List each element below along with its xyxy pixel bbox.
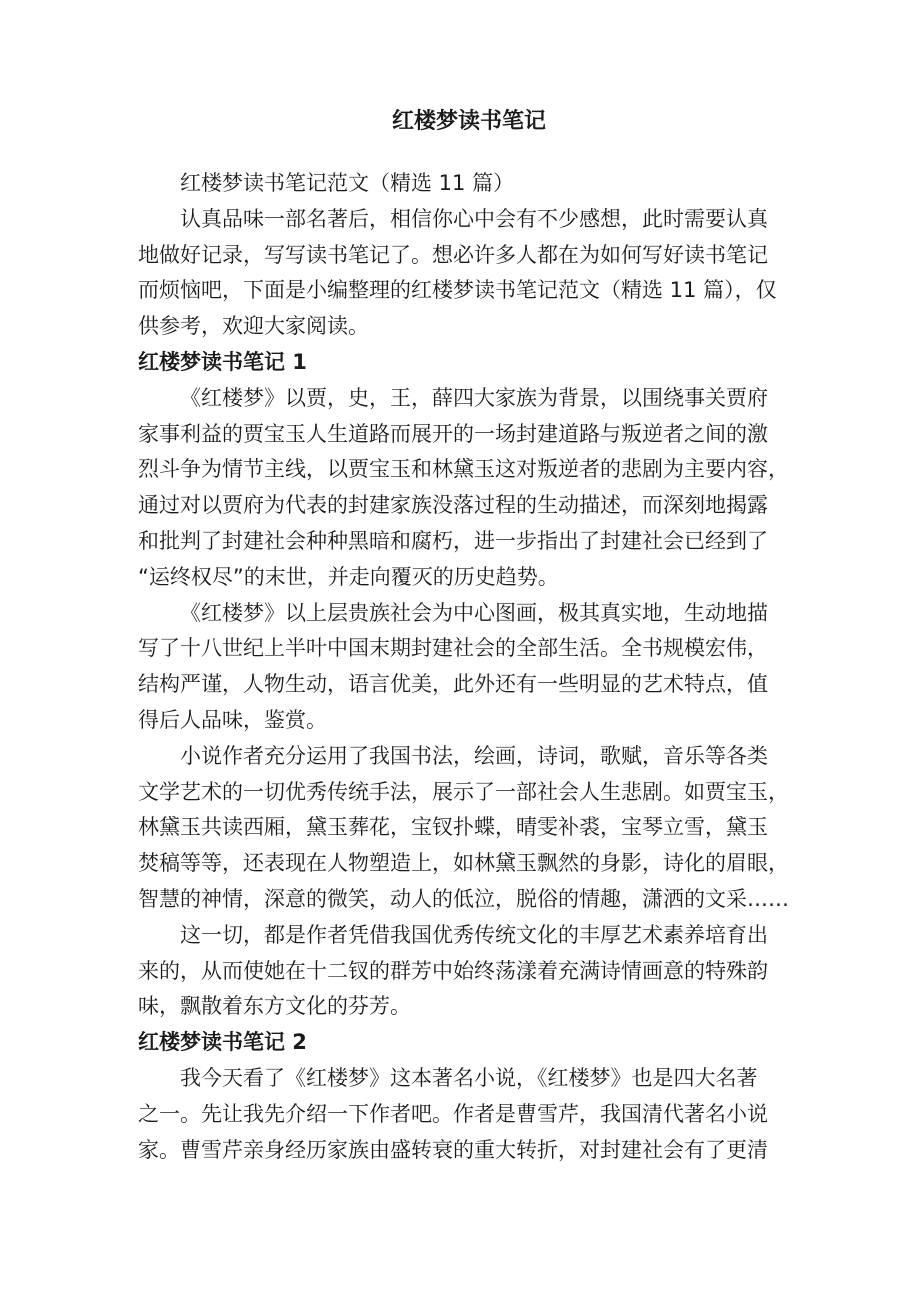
text-line: 之一。先让我先介绍一下作者吧。作者是曹雪芹，我国清代著名小说	[138, 1101, 768, 1126]
text-line: 家。曹雪芹亲身经历家族由盛转衰的重大转折，对封建社会有了更清	[138, 1137, 768, 1162]
text-line: 智慧的神情，深意的微笑，动人的低泣，脱俗的情趣，潇洒的文采……	[138, 886, 789, 911]
text-line: 供参考，欢迎大家阅读。	[138, 314, 369, 339]
section-heading	[138, 345, 800, 381]
text-line: 小说作者充分运用了我国书法，绘画，诗词，歌赋，音乐等各类	[180, 743, 768, 768]
text-line: 我今天看了《红楼梦》这本著名小说，《红楼梦》也是四大名著	[180, 1065, 758, 1090]
text-line: 认真品味一部名著后，相信你心中会有不少感想，此时需要认真	[180, 206, 768, 231]
text-line: 通过对以贾府为代表的封建家族没落过程的生动描述，而深刻地揭露	[138, 493, 768, 518]
paragraph	[138, 202, 800, 345]
text-line: 写了十八世纪上半叶中国末期封建社会的全部生活。全书规模宏伟，	[138, 636, 768, 661]
text-line: 红楼梦读书笔记范文（精选 11 篇）	[180, 171, 515, 195]
document-body	[138, 166, 800, 1168]
text-line: 地做好记录，写写读书笔记了。想必许多人都在为如何写好读书笔记	[138, 242, 768, 267]
paragraph	[138, 739, 800, 918]
text-line: 《红楼梦》以贾，史，王，薛四大家族为背景，以围绕事关贾府	[180, 385, 768, 410]
text-line: 红楼梦读书笔记 2	[138, 1030, 307, 1055]
paragraph	[138, 381, 800, 596]
text-line: 《红楼梦》以上层贵族社会为中心图画，极其真实地，生动地描	[180, 600, 768, 625]
paragraph	[138, 166, 800, 202]
document-title: 红楼梦读书笔记	[391, 109, 546, 134]
text-line: 得后人品味，鉴赏。	[138, 707, 327, 732]
text-line: 红楼梦读书笔记 1	[138, 349, 307, 374]
text-line: 和批判了封建社会种种黑暗和腐朽，进一步指出了封建社会已经到了	[138, 528, 768, 553]
section-heading	[138, 1025, 800, 1061]
text-line: 结构严谨，人物生动，语言优美，此外还有一些明显的艺术特点，值	[138, 672, 768, 697]
paragraph	[138, 596, 800, 739]
paragraph	[138, 918, 800, 1025]
document-page	[138, 104, 800, 1168]
text-line: 家事利益的贾宝玉人生道路而展开的一场封建道路与叛逆者之间的激	[138, 421, 768, 446]
text-line: 这一切，都是作者凭借我国优秀传统文化的丰厚艺术素养培育出	[180, 922, 768, 947]
paragraph	[138, 1061, 800, 1168]
text-line: “运终权尽”的末世，并走向覆灭的历史趋势。	[138, 564, 559, 589]
text-line: 文学艺术的一切优秀传统手法，展示了一部社会人生悲剧。如贾宝玉，	[138, 779, 789, 804]
text-line: 林黛玉共读西厢，黛玉葬花，宝钗扑蝶，晴雯补裘，宝琴立雪，黛玉	[138, 815, 768, 840]
text-line: 味，飘散着东方文化的芬芳。	[138, 994, 411, 1019]
text-line: 烈斗争为情节主线，以贾宝玉和林黛玉这对叛逆者的悲剧为主要内容，	[138, 457, 789, 482]
text-line: 来的，从而使她在十二钗的群芳中始终荡漾着充满诗情画意的特殊韵	[138, 958, 768, 983]
text-line: 而烦恼吧，下面是小编整理的红楼梦读书笔记范文（精选 11 篇），仅	[138, 278, 777, 303]
text-line: 焚稿等等，还表现在人物塑造上，如林黛玉飘然的身影，诗化的眉眼，	[138, 851, 789, 876]
